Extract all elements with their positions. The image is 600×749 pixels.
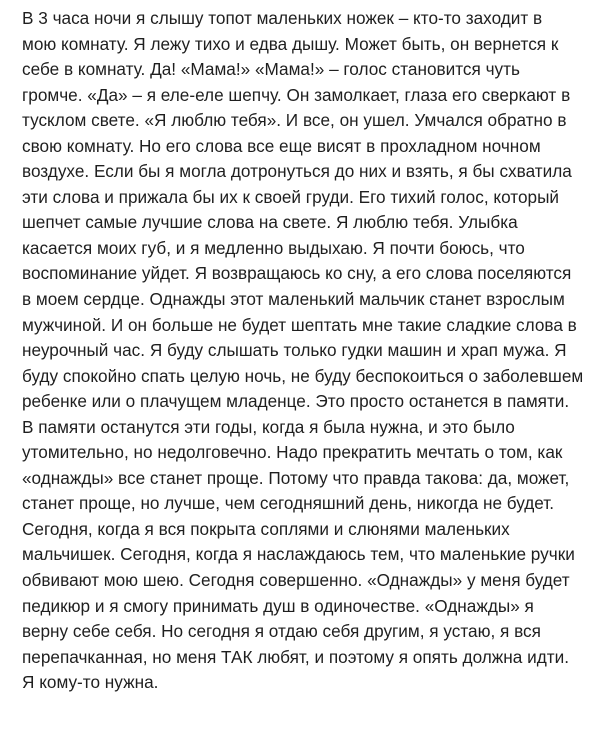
text-line: В памяти останутся эти годы, когда я была нужна, и это было — [22, 416, 515, 437]
text-line: Я кому-то нужна. — [22, 672, 159, 693]
text-line: утомительно, но недолговечно. Надо прекратить мечтать о том, как — [22, 442, 563, 463]
text-line: станет проще, но лучше, чем сегодняшний день, никогда не будет. — [22, 493, 555, 514]
text-line: мужчиной. И он больше не будет шептать мне такие сладкие слова в — [22, 314, 577, 335]
story-text — [22, 6, 592, 696]
text-line: неурочный час. Я буду слышать только гудки машин и храп мужа. Я — [22, 340, 567, 361]
text-line: мальчишек. Сегодня, когда я наслаждаюсь тем, что маленькие ручки — [22, 544, 575, 565]
text-line: в моем сердце. Однажды этот маленький мальчик станет взрослым — [22, 289, 565, 310]
text-line: себе в комнату. Да! «Мама!» «Мама!» – голос становится чуть — [22, 59, 520, 80]
text-line: свою комнату. Но его слова все еще висят в прохладном ночном — [22, 135, 541, 156]
text-line: воспоминание уйдет. Я возвращаюсь ко сну, а его слова поселяются — [22, 263, 572, 284]
text-line: ребенке или о плачущем младенце. Это просто останется в памяти. — [22, 391, 570, 412]
text-line: В 3 часа ночи я слышу топот маленьких ножек – кто-то заходит в — [22, 8, 543, 28]
text-line: эти слова и прижала бы их к своей груди. Его тихий голос, который — [22, 186, 560, 207]
text-line: буду спокойно спать целую ночь, не буду беспокоиться о заболевшем — [22, 365, 584, 386]
text-line: «однажды» все станет проще. Потому что правда такова: да, может, — [22, 467, 570, 488]
text-line: мою комнату. Я лежу тихо и едва дышу. Может быть, он вернется к — [22, 33, 559, 54]
text-line: тусклом свете. «Я люблю тебя». И все, он ушел. Умчался обратно в — [22, 110, 567, 131]
text-line: обвивают мою шею. Сегодня совершенно. «Однажды» у меня будет — [22, 570, 570, 591]
text-line: воздухе. Если бы я могла дотронуться до них и взять, я бы схватила — [22, 161, 572, 182]
text-line: перепачканная, но меня ТАК любят, и поэтому я опять должна идти. — [22, 646, 569, 667]
text-line: педикюр и я смогу принимать душ в одиночестве. «Однажды» я — [22, 595, 534, 616]
text-line: касается моих губ, и я медленно выдыхаю. Я почти боюсь, что — [22, 237, 525, 258]
text-line: Сегодня, когда я вся покрыта соплями и слюнями маленьких — [22, 518, 510, 539]
text-line: шепчет самые лучшие слова на свете. Я люблю тебя. Улыбка — [22, 212, 518, 233]
text-line: верну себе себя. Но сегодня я отдаю себя другим, я устаю, я вся — [22, 621, 541, 642]
text-line: громче. «Да» – я еле-еле шепчу. Он замолкает, глаза его сверкают в — [22, 84, 571, 105]
